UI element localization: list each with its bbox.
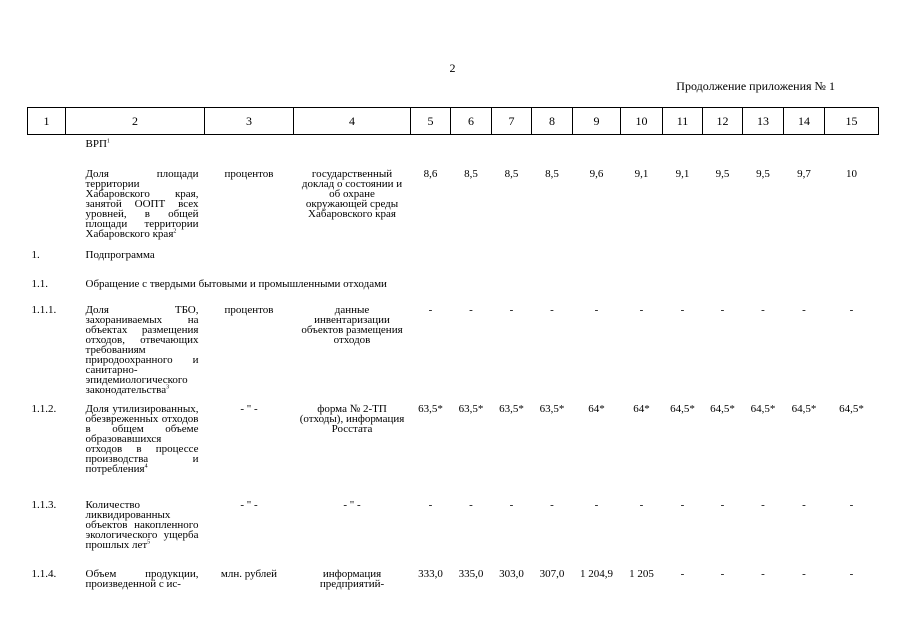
header-cell: 8 [532,108,573,135]
footnote-mark: 1 [106,138,110,145]
value-cell: - [550,304,554,316]
value-cell [784,135,825,170]
indicator-name: Доля ТБО, захораниваемых на объектах размещения отходов, отвечающих требованиям природоохранного и санитарно-эпидемиологического законодательства$^3$ [85,304,199,396]
value-cell: 9,1 [634,168,649,180]
table-row [28,250,879,279]
header-cell: 5 [411,108,451,135]
value-cell: - [849,568,854,580]
value-cell: - [469,499,473,511]
table-row [28,569,879,609]
unit: млн. рублей [220,568,278,580]
header-cell: 3 [205,108,294,135]
row-number: 1. [31,249,40,261]
unit [205,135,294,170]
value-cell: 1 204,9 [580,568,613,580]
value-cell [825,135,879,170]
value-cell: - [594,499,599,511]
appendix-table [27,107,879,609]
header-cell: 1 [28,108,66,135]
footnote-mark: 4 [144,463,148,470]
value-cell: 9,5 [715,168,730,180]
unit: - " - [240,499,258,511]
value-cell: - [761,499,765,511]
footnote-mark: 2 [173,228,177,235]
value-cell: 64,5* [791,403,817,415]
table-row [28,404,879,500]
source: - " - [343,499,361,511]
indicator-name: Доля утилизированных, обезвреженных отходов в общем объеме образовавшихся отходов в процессе производства и потребления$^4$ [85,403,199,475]
value-cell: 9,5 [756,168,770,180]
table-row [28,500,879,569]
row-number [28,135,66,170]
value-cell: 63,5* [539,403,565,415]
continuation-note: Продолжение приложения № 1 [676,79,835,93]
row-number [28,169,66,250]
unit: процентов [224,168,274,180]
value-cell: 64* [588,403,605,415]
row-number: 1.1.4. [31,568,57,580]
table-row [28,169,879,250]
value-cell: 64,5* [839,403,864,415]
value-cell [663,135,703,170]
value-cell: 64,5* [710,403,735,415]
page-number: 2 [449,61,456,75]
value-cell: - [639,304,644,316]
row-number: 1.1.2. [31,403,57,415]
value-cell: 63,5* [499,403,524,415]
header-cell: 15 [825,108,879,135]
value-cell: 10 [846,168,857,180]
value-cell: 63,5* [458,403,484,415]
section-title: Обращение с твердыми бытовыми и промышленными отходами [85,278,387,290]
value-cell [411,135,451,170]
header-cell: 12 [703,108,743,135]
header-cell: 7 [492,108,532,135]
value-cell: - [509,304,514,316]
table-row [28,279,879,305]
value-cell: 1 205 [629,568,654,580]
indicator-name: ВРП$^1$ [85,138,110,150]
value-cell: 335,0 [458,568,484,580]
table-row [28,135,879,170]
value-cell: 64,5* [670,403,695,415]
header-cell: 4 [294,108,411,135]
value-cell: - [761,304,765,316]
value-cell: - [680,568,685,580]
value-cell: - [761,568,765,580]
value-cell: 63,5* [418,403,443,415]
value-cell: - [428,499,433,511]
value-cell [743,135,784,170]
value-cell: 303,0 [499,568,524,580]
source [294,135,411,170]
value-cell [703,135,743,170]
value-cell: - [849,304,854,316]
value-cell: - [428,304,433,316]
indicator-name: Объем продукции, произведенной с ис- [85,568,199,590]
value-cell: - [680,304,685,316]
value-cell: 9,1 [675,168,690,180]
value-cell [621,135,663,170]
value-cell: 9,7 [797,168,811,180]
header-cell: 2 [66,108,205,135]
value-cell: - [849,499,854,511]
table-row [28,305,879,404]
source: информация предприятий- [319,568,385,590]
header-cell: 11 [663,108,703,135]
value-cell: 307,0 [539,568,565,580]
header-cell: 10 [621,108,663,135]
value-cell: 8,6 [423,168,438,180]
value-cell: - [802,568,806,580]
value-cell: 8,5 [464,168,478,180]
value-cell: - [802,499,806,511]
footnote-mark: 3 [166,384,170,391]
value-cell: - [802,304,806,316]
header-cell: 13 [743,108,784,135]
value-cell: 8,5 [545,168,559,180]
value-cell: 64* [633,403,650,415]
value-cell: - [680,499,685,511]
value-cell: 333,0 [418,568,443,580]
value-cell [532,135,573,170]
header-cell: 6 [451,108,492,135]
source: данные инвентаризации объектов размещения отходов [301,304,403,346]
footnote-mark: 5 [147,539,151,546]
value-cell: 64,5* [750,403,776,415]
section-title: Подпрограмма [85,249,155,261]
source: государственный доклад о состоянии и об охране окружающей среды Хабаровского края [301,168,403,220]
header-cell: 14 [784,108,825,135]
value-cell: - [639,499,644,511]
value-cell [451,135,492,170]
unit: - " - [240,403,258,415]
value-cell: - [720,304,725,316]
unit: процентов [224,304,274,316]
value-cell: - [594,304,599,316]
row-number: 1.1. [31,278,48,290]
indicator-name: Доля площади территории Хабаровского края, занятой ООПТ всех уровней, в общей площади территории Хабаровского края$^2$ [85,168,199,240]
header-row [28,108,879,135]
indicator-name: Количество ликвидированных объектов накопленного экологического ущерба прошлых лет$^5$ [85,499,199,551]
source: форма № 2-ТП (отходы), информация Росстата [299,403,405,435]
value-cell [573,135,621,170]
row-number: 1.1.3. [31,499,57,511]
value-cell: - [720,568,725,580]
value-cell [492,135,532,170]
value-cell: - [550,499,554,511]
value-cell: - [720,499,725,511]
value-cell: - [509,499,514,511]
value-cell: 8,5 [504,168,519,180]
row-number: 1.1.1. [31,304,57,316]
value-cell: 9,6 [589,168,604,180]
value-cell: - [469,304,473,316]
header-cell: 9 [573,108,621,135]
